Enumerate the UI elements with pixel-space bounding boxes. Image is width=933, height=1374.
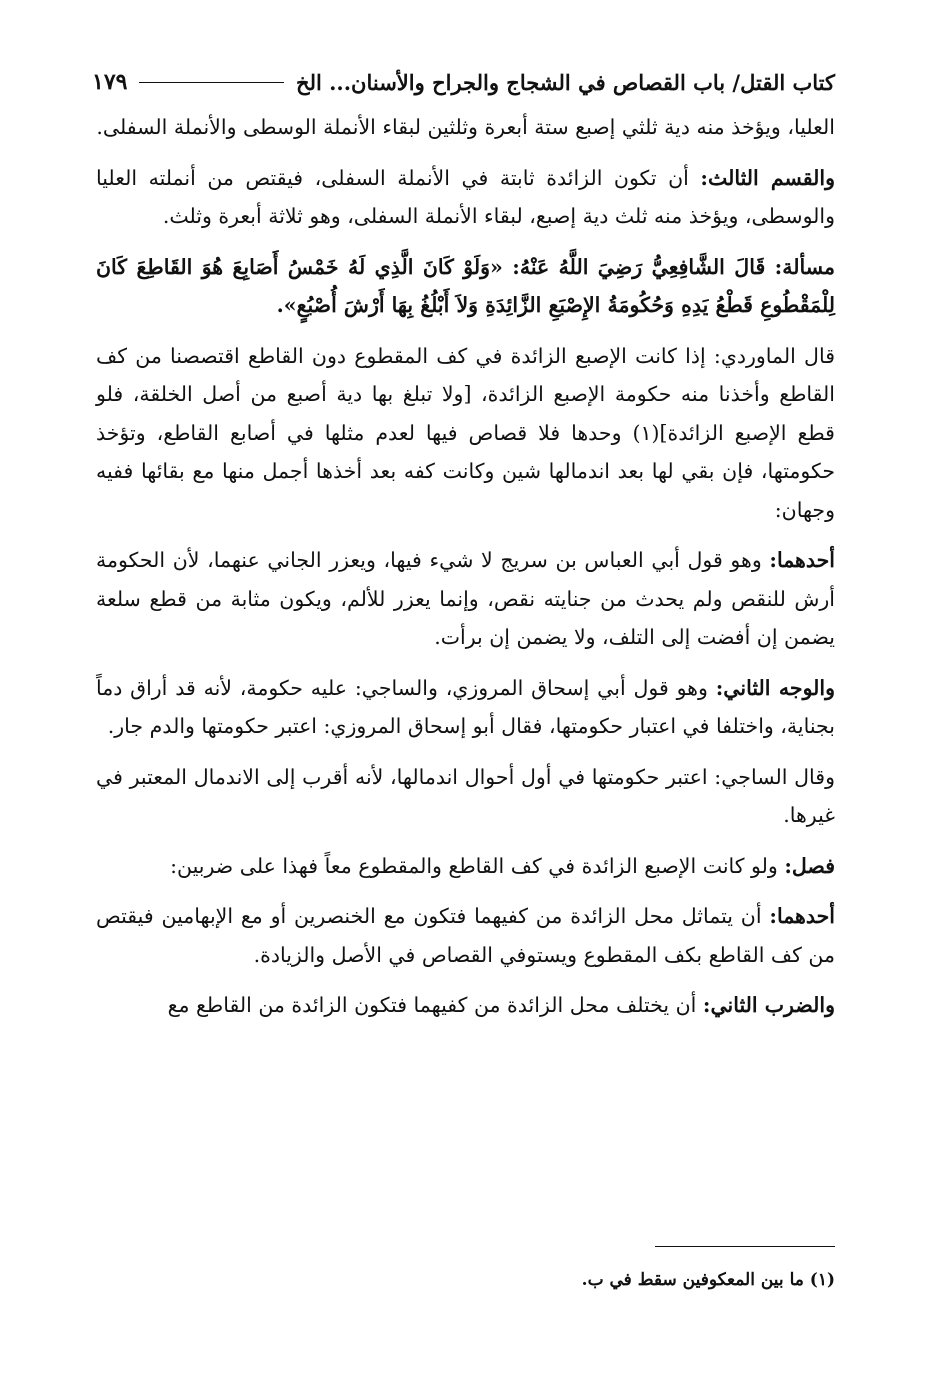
header-title: كتاب القتل/ باب القصاص في الشجاج والجراح والأسنان... الخ — [296, 69, 835, 95]
paragraph: أحدهما: وهو قول أبي العباس بن سريج لا شيء فيها، ويعزر الجاني عنهما، لأن الحكومة أرش للنقص ولم يحدث من جنايته نقص، وإنما يعزر للألم، ويكون مثابة من قطع سلعة يضمن إن أفضت إلى التلف، ولا يضمن إن برأت. — [96, 548, 835, 649]
footnote-separator — [655, 1246, 835, 1247]
paragraph: فصل: ولو كانت الإصبع الزائدة في كف القاطع والمقطوع معاً فهذا على ضربين: — [170, 853, 835, 878]
paragraph: والوجه الثاني: وهو قول أبي إسحاق المروزي، والساجي: عليه حكومة، لأنه قد أراق دماً بجناية، واختلفا في اعتبار حكومتها، فقال أبو إسحاق المروزي: اعتبر حكومتها والدم جار. — [96, 675, 836, 738]
body-text — [96, 108, 835, 1037]
header-rule — [139, 82, 284, 83]
running-header — [92, 62, 835, 102]
paragraph: والضرب الثاني: أن يختلف محل الزائدة من كفيهما فتكون الزائدة من القاطع مع — [167, 993, 835, 1017]
paragraph: أحدهما: أن يتماثل محل الزائدة من كفيهما فتكون مع الخنصرين أو مع الإبهامين فيقتص من كف القاطع بكف المقطوع ويستوفي القصاص في الأصل والزيادة. — [96, 904, 835, 967]
paragraph: العليا، ويؤخذ منه دية ثلثي إصبع ستة أبعرة وثلثين لبقاء الأنملة الوسطى والأنملة السفلى. — [96, 115, 835, 139]
page-number: ١٧٩ — [92, 69, 128, 95]
footnote: (١) ما بين المعكوفين سقط في ب. — [581, 1270, 835, 1290]
paragraph: قال الماوردي: إذا كانت الإصبع الزائدة في كف المقطوع دون القاطع اقتصصنا من كف القاطع وأخذنا منه حكومة الإصبع الزائدة، [ولا تبلغ بها دية أصبع من أصل الخلقة، فلو قطع الإصبع الزائدة](١) وحدها فلا قصاص فيها لعدم مثلها في أصابع القاطع، وتؤخذ حكومتها، فإن بقي لها بعد اندمالها شين وكانت كفه بعد أخذها أجمل منها مع بقائها ففيه وجهان: — [96, 343, 835, 522]
paragraph: مسألة: قَالَ الشَّافِعِيُّ رَضِيَ اللَّهُ عَنْهُ: «وَلَوْ كَانَ الَّذِي لَهُ خَمْسُ أَصَابِعَ هُوَ القَاطِعَ كَانَ لِلْمَقْطُوعِ قَطْعُ يَدِهِ وَحُكُومَةُ الإِصْبَعِ الزَّائِدَةِ وَلاَ أَبْلُغُ بِهَا أَرْشَ أُصْبُعٍ». — [96, 254, 835, 317]
paragraph: وقال الساجي: اعتبر حكومتها في أول أحوال اندمالها، لأنه أقرب إلى الاندمال المعتبر في غيرها. — [96, 764, 835, 827]
paragraph: والقسم الثالث: أن تكون الزائدة ثابتة في الأنملة السفلى، فيقتص من أنملته العليا والوسطى، ويؤخذ منه ثلث دية إصبع، لبقاء الأنملة السفلى، وهو ثلاثة أبعرة وثلث. — [96, 165, 835, 228]
